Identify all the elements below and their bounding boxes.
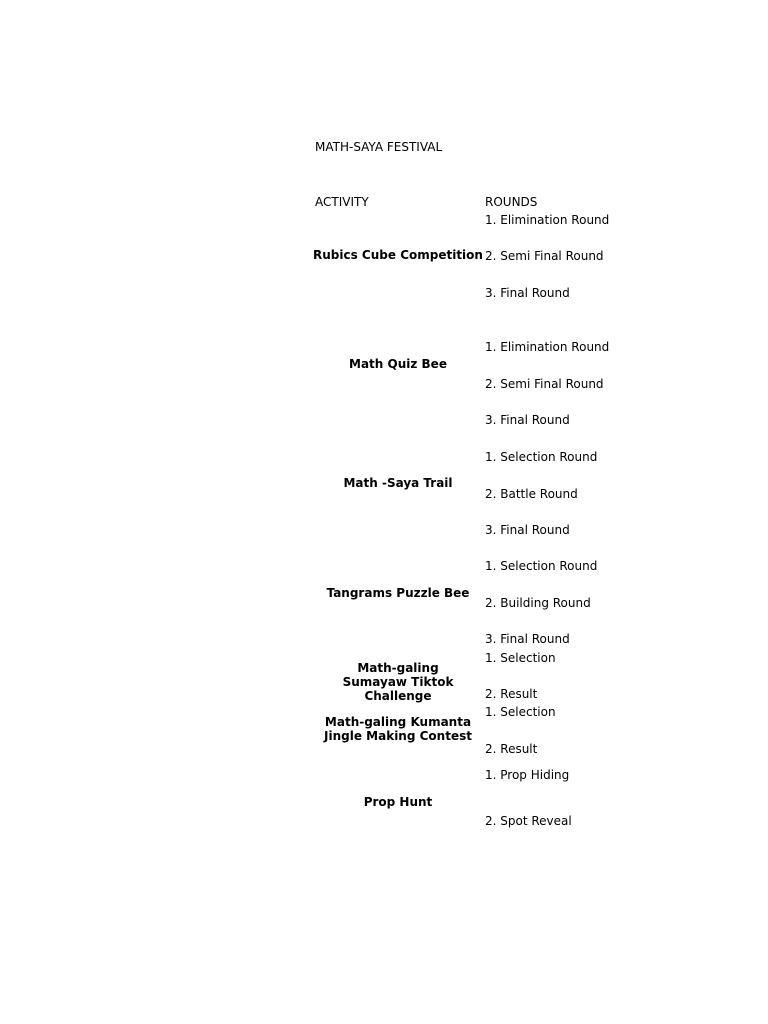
activity-name: Prop Hunt — [363, 795, 433, 809]
round-item: 2. Building Round — [485, 596, 591, 610]
round-item: 1. Selection Round — [485, 450, 598, 464]
activity-name: Tangrams Puzzle Bee — [326, 586, 470, 600]
activity-name: Math-galing Kumanta Jingle Making Contest — [324, 715, 472, 743]
activity-name: Rubics Cube Competition — [313, 248, 483, 262]
round-item: 3. Final Round — [485, 286, 570, 300]
round-item: 3. Final Round — [485, 632, 570, 646]
rounds-column-header: ROUNDS — [485, 195, 538, 209]
activity-name: Math Quiz Bee — [349, 357, 447, 371]
round-item: 2. Result — [485, 687, 538, 701]
round-item: 2. Semi Final Round — [485, 249, 604, 263]
round-item: 1. Prop Hiding — [485, 768, 570, 782]
round-item: 1. Elimination Round — [485, 213, 610, 227]
round-item: 1. Selection — [485, 705, 556, 719]
activity-name: Math-galing Sumayaw Tiktok Challenge — [342, 661, 454, 703]
round-item: 2. Result — [485, 742, 538, 756]
round-item: 1. Selection — [485, 651, 556, 665]
round-item: 2. Semi Final Round — [485, 377, 604, 391]
round-item: 3. Final Round — [485, 523, 570, 537]
round-item: 1. Selection Round — [485, 559, 598, 573]
round-item: 2. Battle Round — [485, 487, 578, 501]
round-item: 1. Elimination Round — [485, 340, 610, 354]
activity-column-header: ACTIVITY — [315, 195, 369, 209]
round-item: 3. Final Round — [485, 413, 570, 427]
activity-name: Math -Saya Trail — [343, 476, 453, 490]
document-title: MATH-SAYA FESTIVAL — [315, 140, 443, 154]
round-item: 2. Spot Reveal — [485, 814, 572, 828]
